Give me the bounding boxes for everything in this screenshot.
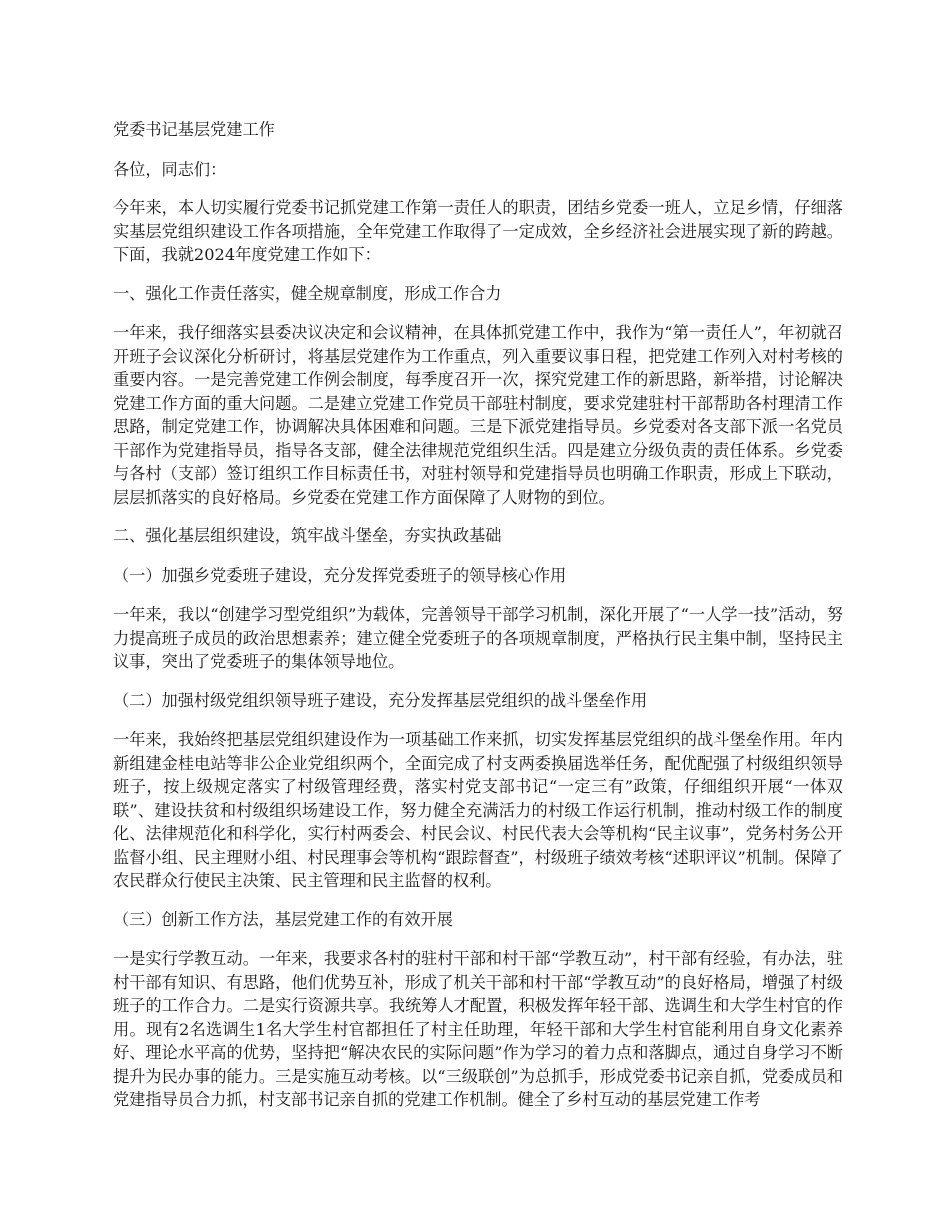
subsection-2-body: 一年来，我始终把基层党组织建设作为一项基础工作来抓，切实发挥基层党组织的战斗堡垒作用。年内新组建金桂电站等非公企业党组织两个，全面完成了村支两委换届选举任务，配优配强了村级组织领导班子，按上级规定落实了村级管理经费，落实村党支部书记“一定三有”政策，仔细组织开展“一体双联”、建设扶贫和村级组织场建设工作，努力健全充满活力的村级工作运行机制，推动村级工作的制度化、法律规范化和科学化，实行村两委会、村民会议、村民代表大会等机构“民主议事”，党务村务公开监督小组、民主理财小组、村民理事会等机构“跟踪督查”，村级班子绩效考核“述职评议”机制。保障了农民群众行使民主决策、民主管理和民主监督的权利。 [113, 730, 843, 890]
section-1-heading: 一、强化工作责任落实，健全规章制度，形成工作合力 [113, 283, 502, 303]
document-title: 党委书记基层党建工作 [113, 120, 275, 139]
section-2-heading: 二、强化基层组织建设，筑牢战斗堡垒，夯实执政基础 [113, 526, 502, 545]
section-1-body: 一年来，我仔细落实县委决议决定和会议精神，在具体抓党建工作中，我作为“第一责任人”，年初就召开班子会议深化分析研讨，将基层党建作为工作重点，列入重要议事日程，把党建工作列入对村考核的重要内容。一是完善党建工作例会制度，每季度召开一次，探究党建工作的新思路，新举措，讨论解决党建工作方面的重大问题。二是建立党建工作党员干部驻村制度，要求党建驻村干部帮助各村理清工作思路，制定党建工作，协调解决具体困难和问题。三是下派党建指导员。乡党委对各支部下派一名党员干部作为党建指导员，指导各支部，健全法律规范党组织生活。四是建立分级负责的责任体系。乡党委与各村（支部）签订组织工作目标责任书，对驻村领导和党建指导员也明确工作职责，形成上下联动，层层抓落实的良好格局。乡党委在党建工作方面保障了人财物的到位。 [113, 323, 843, 507]
subsection-1-body: 一年来，我以“创建学习型党组织”为载体，完善领导干部学习机制，深化开展了“一人学一技”活动，努力提高班子成员的政治思想素养；建立健全党委班子的各项规章制度，严格执行民主集中制，坚持民主议事，突出了党委班子的集体领导地位。 [113, 605, 843, 671]
intro-paragraph: 今年来，本人切实履行党委书记抓党建工作第一责任人的职责，团结乡党委一班人，立足乡情，仔细落实基层党组织建设工作各项措施，全年党建工作取得了一定成效，全乡经济社会进展实现了新的跨越。下面，我就2024年度党建工作如下： [113, 198, 843, 264]
subsection-3-body: 一是实行学教互动。一年来，我要求各村的驻村干部和村干部“学教互动”，村干部有经验，有办法，驻村干部有知识、有思路，他们优势互补，形成了机关干部和村干部“学教互动”的良好格局，增强了村级班子的工作合力。二是实行资源共享。我统筹人才配置，积极发挥年轻干部、选调生和大学生村官的作用。现有2名选调生1名大学生村官都担任了村主任助理，年轻干部和大学生村官能利用自身文化素养好、理论水平高的优势，坚持把“解决农民的实际问题”作为学习的着力点和落脚点，通过自身学习不断提升为民办事的能力。三是实施互动考核。以“三级联创”为总抓手，形成党委书记亲自抓，党委成员和党建指导员合力抓，村支部书记亲自抓的党建工作机制。健全了乡村互动的基层党建工作考 [113, 949, 843, 1109]
document-page [113, 118, 843, 1127]
subsection-3-heading: （三）创新工作方法，基层党建工作的有效开展 [113, 909, 453, 929]
greeting: 各位，同志们： [113, 159, 227, 179]
subsection-2-heading: （二）加强村级党组织领导班子建设，充分发挥基层党组织的战斗堡垒作用 [113, 690, 648, 710]
subsection-1-heading: （一）加强乡党委班子建设，充分发挥党委班子的领导核心作用 [113, 565, 567, 585]
